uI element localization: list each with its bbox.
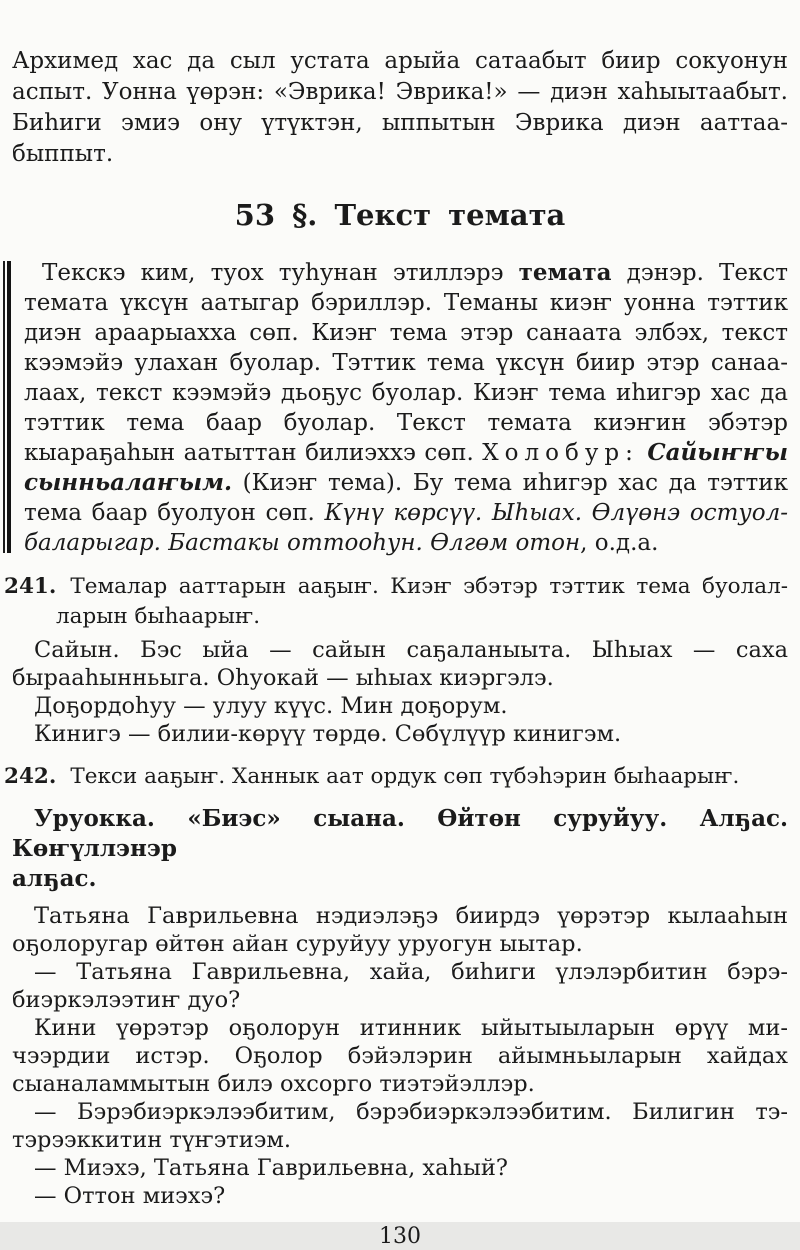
text-segment: Биһиги эмиэ ону үтүктэн, ыппытын Эврика диэн ааттаа- xyxy=(12,110,788,136)
text-segment: Доҕордоһуу — улуу күүс. Мин доҕорум. xyxy=(34,693,508,719)
text-line xyxy=(24,288,788,318)
text-segment: Кини үөрэтэр оҕолорун итинник ыйытыыларын өрүү ми- xyxy=(34,1015,788,1041)
text-line xyxy=(12,986,788,1014)
text-segment: диэн араарыахха сөп. Киэҥ тема этэр санаата элбэх, текст xyxy=(24,320,788,346)
text-line xyxy=(12,864,788,894)
text-line xyxy=(12,664,788,692)
text-line xyxy=(56,602,788,632)
paragraph xyxy=(12,1098,788,1154)
text-segment: — Бэрэбиэркэлээбитим, бэрэбиэркэлээбитим. Билигин тэ- xyxy=(34,1099,788,1125)
text-segment: — Миэхэ, Татьяна Гаврильевна, хаһый? xyxy=(34,1155,508,1181)
text-segment: Архимед хас да сыл устата арыйа сатаабыт биир сокуонун xyxy=(12,48,788,74)
text-line xyxy=(24,348,788,378)
text-segment: аспыт. Уонна үөрэн: «Эврика! Эврика!» — диэн хаһыытаабыт. xyxy=(12,79,788,105)
text-line xyxy=(4,572,788,602)
exercise-242-instruction xyxy=(4,762,788,792)
text-segment: кээмэйэ улахан буолар. Тэттик тема үксүн биир этэр санаа- xyxy=(24,350,788,376)
text-line xyxy=(4,762,788,792)
text-line xyxy=(12,1098,788,1126)
paragraph xyxy=(12,958,788,1014)
text-segment: сынньалаҥым. xyxy=(24,469,232,496)
text-segment: сыаналаммытын билэ охсорго тиэтэйэллэр. xyxy=(12,1071,535,1097)
text-segment: Уруокка. «Биэс» сыана. Өйтөн суруйуу. Алҕас. Көҥүллэнэр xyxy=(12,805,788,862)
intro-paragraph xyxy=(12,46,788,170)
text-line xyxy=(24,498,788,528)
text-segment: Татьяна Гаврильевна нэдиэлэҕэ биирдэ үөрэтэр кылааһын xyxy=(34,903,788,929)
text-line xyxy=(12,1014,788,1042)
text-line xyxy=(12,902,788,930)
text-segment: Холобур: xyxy=(482,440,639,466)
text-segment: чээрдии истэр. Оҕолор бэйэлэрин айымньыларын хайдах xyxy=(12,1043,788,1069)
text-line xyxy=(12,636,788,664)
exercise-242-title xyxy=(12,804,788,894)
text-line xyxy=(12,139,788,170)
text-segment: лаах, текст кээмэйэ дьоҕус буолар. Киэҥ тема иһигэр хас да xyxy=(24,380,788,406)
text-line xyxy=(12,1182,788,1210)
exercise-242-story xyxy=(12,902,788,1210)
text-line xyxy=(12,108,788,139)
text-segment: , о.д.а. xyxy=(580,530,659,556)
text-segment: (Киэҥ тема). Бу тема иһигэр хас да тэттик xyxy=(232,470,788,496)
paragraph xyxy=(12,720,788,748)
text-line xyxy=(12,1042,788,1070)
text-line xyxy=(24,438,788,468)
exercise-242 xyxy=(4,762,788,1210)
text-segment: темата xyxy=(518,259,612,286)
text-line xyxy=(24,408,788,438)
text-line xyxy=(12,930,788,958)
text-segment: тема баар буолуон сөп. xyxy=(24,500,325,526)
text-segment: Сайыҥҥы xyxy=(647,439,788,466)
text-segment: Күнү көрсүү. Ыһыах. Өлүөнэ остуол- xyxy=(324,500,788,526)
text-line xyxy=(12,1126,788,1154)
exercise-241-content xyxy=(12,636,788,748)
text-segment: ларын быһаарыҥ. xyxy=(56,604,261,629)
text-segment: дэнэр. Текст xyxy=(611,260,788,286)
text-segment: баларыгар. Бастакы оттооһун. Өлгөм отон xyxy=(24,530,581,556)
text-segment: алҕас. xyxy=(12,865,97,892)
text-line xyxy=(24,258,788,288)
text-segment: оҕолоругар өйтөн айан суруйуу уруогун ыытар. xyxy=(12,931,583,957)
paragraph xyxy=(12,902,788,958)
paragraph xyxy=(12,636,788,692)
margin-rule-bar xyxy=(3,261,11,553)
text-segment: Текси ааҕыҥ. Ханнык аат ордук сөп түбэһэрин быһаарыҥ. xyxy=(70,764,740,789)
paragraph xyxy=(12,692,788,720)
text-line xyxy=(24,318,788,348)
text-line xyxy=(12,804,788,864)
text-segment: Сайын. Бэс ыйа — сайын саҕаланыыта. Ыһыах — саха xyxy=(34,637,788,663)
text-segment: темата үксүн аатыгар бэриллэр. Теманы киэҥ уонна тэттик xyxy=(24,290,788,316)
paragraph xyxy=(12,1014,788,1098)
text-segment: кыараҕаһын аатыттан билиэххэ сөп. xyxy=(24,440,483,466)
exercise-241 xyxy=(4,572,788,748)
text-line xyxy=(12,958,788,986)
text-segment: бырааһынньыга. Оһуокай — ыһыах киэргэлэ. xyxy=(12,665,554,691)
text-segment: Кинигэ — билии-көрүү төрдө. Сөбүлүүр кинигэм. xyxy=(34,721,622,747)
text-segment: тэттик тема баар буолар. Текст темата киэҥин эбэтэр xyxy=(24,410,788,436)
text-line xyxy=(12,77,788,108)
text-line xyxy=(24,528,788,558)
section-heading: 53 §. Текст темата xyxy=(234,198,566,232)
text-segment: Текскэ ким, туох туһунан этиллэрэ xyxy=(42,260,519,286)
text-segment: быппыт. xyxy=(12,141,114,167)
text-line xyxy=(12,692,788,720)
text-segment: тэрээккитин түҥэтиэм. xyxy=(12,1127,291,1153)
text-line xyxy=(12,1154,788,1182)
text-segment: — Татьяна Гаврильевна, хайа, биһиги үлэлэрбитин бэрэ- xyxy=(34,959,788,985)
text-segment: — Оттон миэхэ? xyxy=(34,1183,226,1209)
paragraph xyxy=(12,1154,788,1182)
page-number: 130 xyxy=(379,1224,421,1249)
exercise-number: 242. xyxy=(4,764,57,789)
paragraph xyxy=(12,1182,788,1210)
text-line xyxy=(12,720,788,748)
rule-paragraph-text xyxy=(24,258,788,558)
text-line xyxy=(12,46,788,77)
text-segment: Темалар ааттарын ааҕыҥ. Киэҥ эбэтэр тэттик тема буолал- xyxy=(70,574,788,599)
text-segment: биэркэлээтиҥ дуо? xyxy=(12,987,241,1013)
rule-paragraph xyxy=(2,258,788,558)
text-line xyxy=(12,1070,788,1098)
text-line xyxy=(24,468,788,498)
exercise-number: 241. xyxy=(4,574,57,599)
text-line xyxy=(24,378,788,408)
exercise-241-instruction xyxy=(4,572,788,632)
